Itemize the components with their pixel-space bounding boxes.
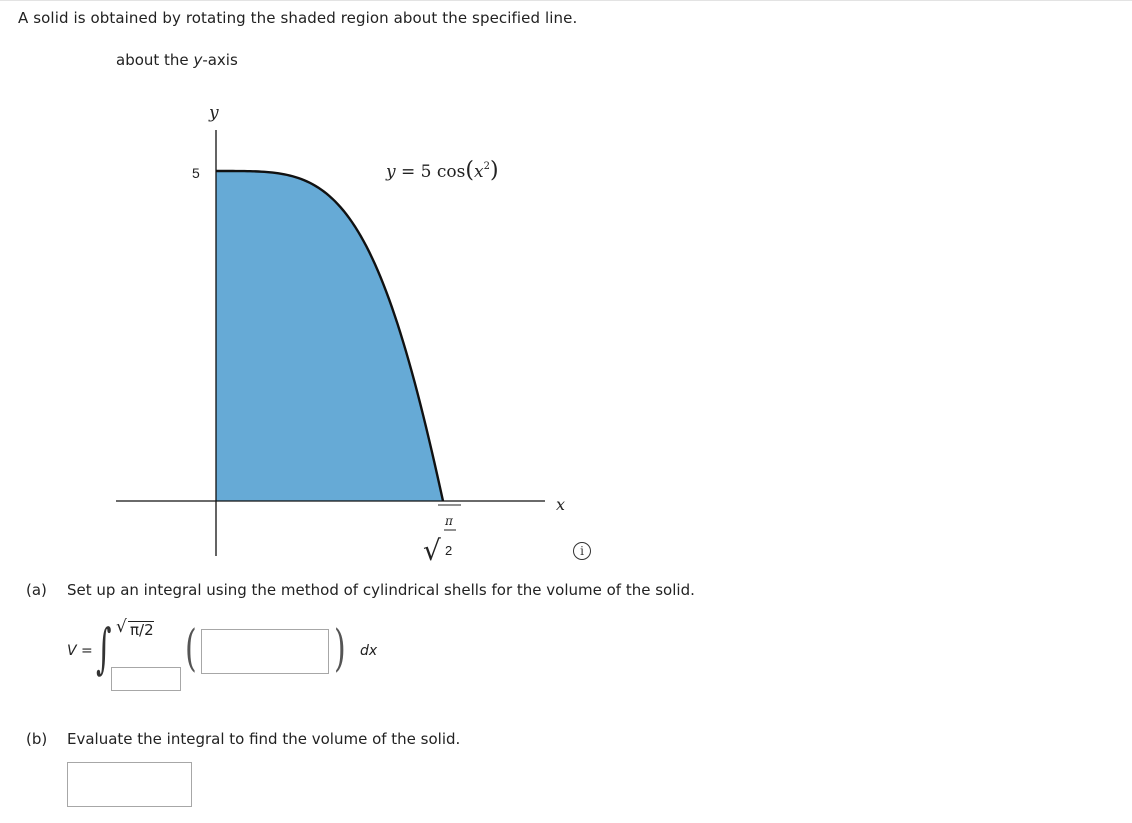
volume-variable: V — [67, 643, 77, 659]
integrand-open-paren: ( — [185, 619, 197, 677]
curve-equation-lhs: y — [386, 162, 396, 182]
part-b-tag: (b) — [26, 730, 48, 748]
info-icon[interactable]: i — [573, 542, 591, 560]
volume-label — [67, 643, 93, 659]
shaded-region — [216, 171, 443, 501]
part-b-question — [26, 730, 460, 748]
curve-equation-rhs: = 5 cos — [395, 162, 466, 182]
part-b-text: Evaluate the integral to find the volume of the solid. — [67, 730, 461, 748]
x-endpoint-denominator: 2 — [445, 543, 453, 558]
rotation-prefix: about the — [116, 51, 194, 69]
x-axis-label: x — [556, 495, 566, 514]
integrand-close-paren: ) — [334, 619, 346, 677]
part-a-question — [26, 581, 695, 599]
x-endpoint-numerator: π — [445, 514, 453, 528]
integral-sign-icon: ∫ — [96, 617, 112, 680]
upper-limit-root: √ — [116, 617, 127, 637]
volume-answer-input[interactable] — [67, 762, 192, 807]
lower-limit-input[interactable] — [111, 667, 181, 691]
y-axis-label: y — [209, 103, 219, 123]
curve-open-paren: ( — [465, 158, 474, 183]
problem-statement: A solid is obtained by rotating the shaded region about the specified line. — [18, 9, 578, 27]
upper-limit — [116, 617, 154, 639]
x-endpoint-root: √ — [423, 534, 441, 567]
curve-exponent: 2 — [483, 161, 490, 172]
upper-limit-value: π/2 — [130, 621, 154, 639]
part-a-tag: (a) — [26, 581, 47, 599]
part-a-text: Set up an integral using the method of cylindrical shells for the volume of the solid. — [67, 581, 695, 599]
differential-label: dx — [360, 643, 378, 659]
rotation-axis-variable: y — [193, 51, 203, 69]
curve-variable: x — [473, 162, 484, 182]
volume-equals: = — [76, 643, 93, 659]
integrand-input[interactable] — [201, 629, 329, 674]
curve-close-paren: ) — [489, 158, 499, 183]
curve-equation-label — [385, 158, 499, 183]
y-tick-label: 5 — [192, 165, 200, 181]
rotation-suffix: -axis — [202, 51, 238, 69]
